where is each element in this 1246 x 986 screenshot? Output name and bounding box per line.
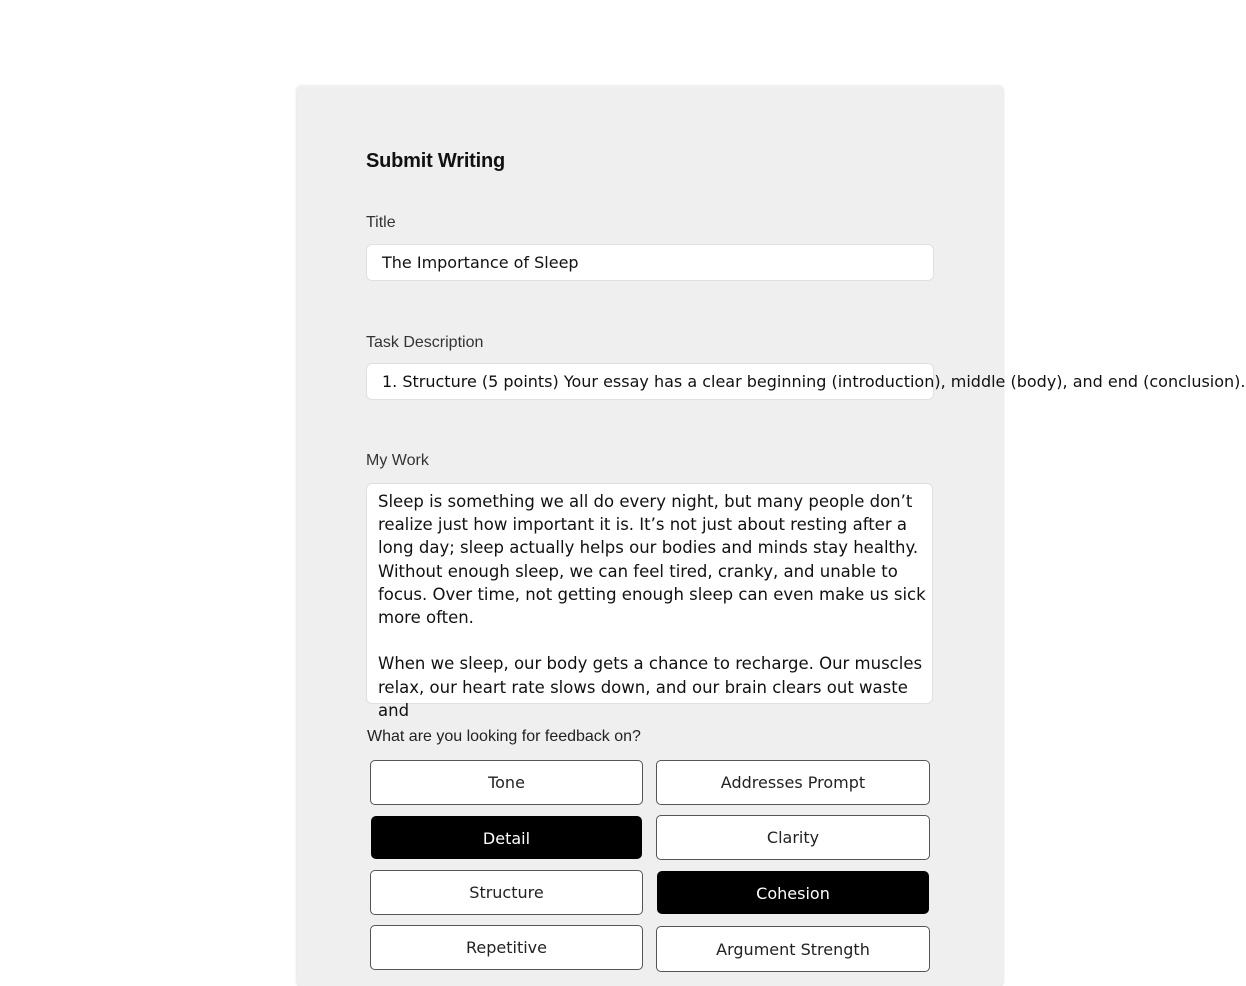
my-work-label: My Work — [366, 452, 429, 469]
feedback-option-addresses-prompt[interactable]: Addresses Prompt — [656, 760, 930, 805]
feedback-question: What are you looking for feedback on? — [367, 728, 641, 745]
task-description-input[interactable]: 1. Structure (5 points) Your essay has a clear beginning (introduction), middle (body), and end (conclusion). — [366, 363, 934, 400]
feedback-option-clarity[interactable]: Clarity — [656, 815, 930, 860]
title-input[interactable]: The Importance of Sleep — [366, 244, 934, 281]
my-work-textarea[interactable] — [366, 483, 933, 720]
task-description-label: Task Description — [366, 334, 484, 351]
feedback-option-detail[interactable]: Detail — [371, 816, 642, 859]
feedback-option-structure[interactable]: Structure — [370, 870, 643, 915]
feedback-option-tone[interactable]: Tone — [370, 760, 643, 805]
feedback-option-cohesion[interactable]: Cohesion — [657, 871, 929, 914]
feedback-option-argument-strength[interactable]: Argument Strength — [656, 926, 930, 972]
my-work-text: Sleep is something we all do every night, but many people don’t realize just how important it is. It’s not just about resting after a long day; sleep actually helps our bodies and minds stay healthy. Without enough sleep, we can feel tired, cranky, and unable to focus. Over time, not getting enough sleep can even make us sick more often. When we sleep, our body gets a chance to recharge. Our muscles relax, our heart rate slows down, and our brain clears out waste and — [378, 492, 926, 720]
submit-writing-card — [297, 86, 1246, 986]
feedback-option-repetitive[interactable]: Repetitive — [370, 925, 643, 970]
page-title: Submit Writing — [366, 150, 506, 172]
title-label: Title — [366, 214, 396, 231]
